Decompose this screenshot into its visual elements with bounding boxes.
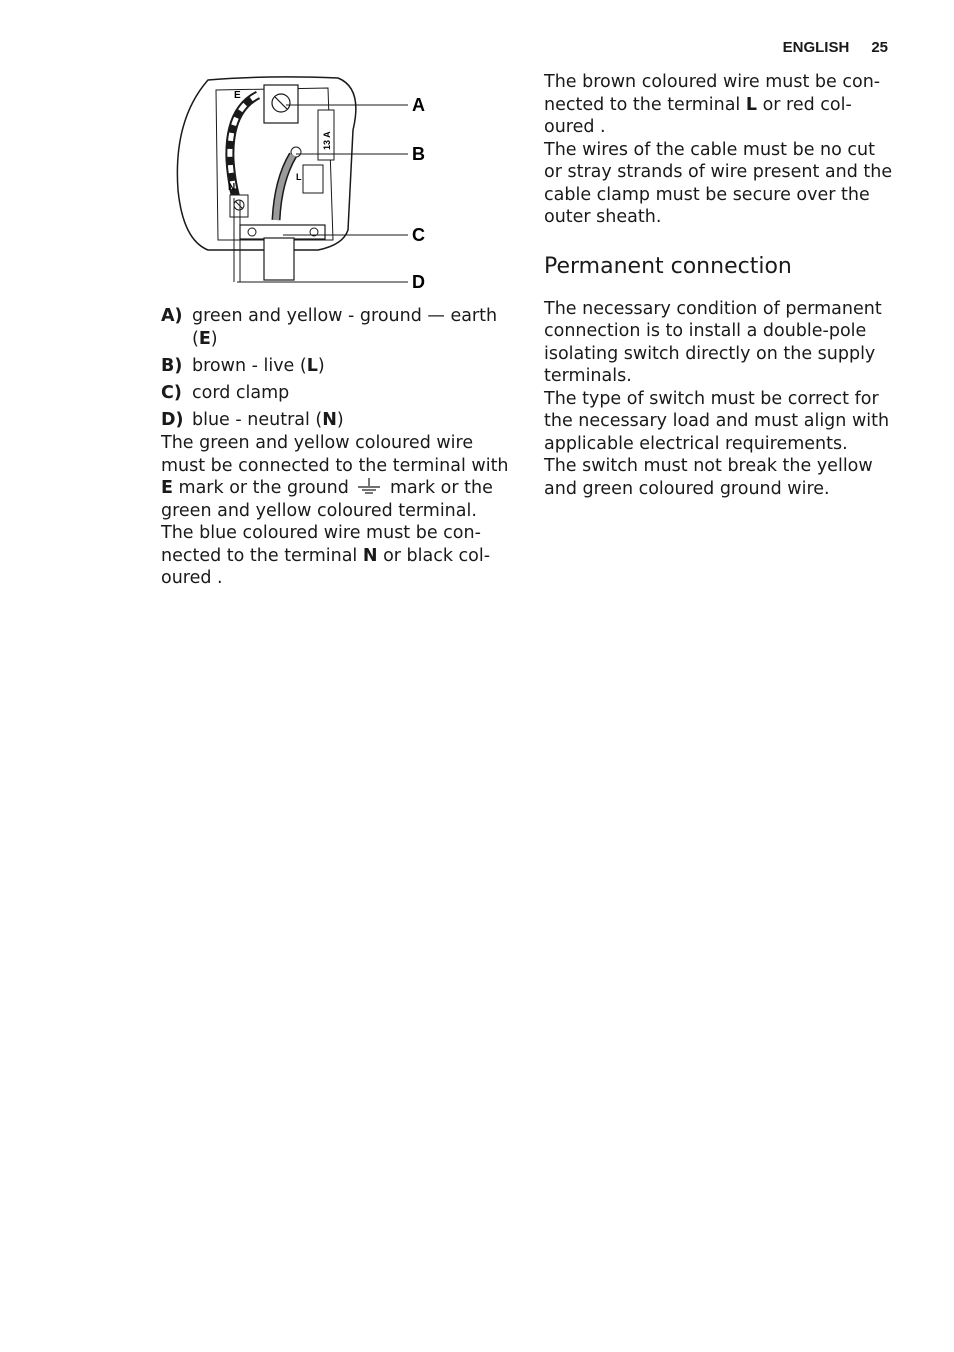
brown-wire-paragraph bbox=[544, 71, 894, 139]
text-run: The green and yellow coloured wire must be connected to the terminal with bbox=[161, 433, 509, 476]
language-label: ENGLISH bbox=[782, 39, 850, 56]
legend-key: B) bbox=[161, 356, 183, 376]
legend-text: cord clamp bbox=[192, 383, 290, 403]
callout-d: D bbox=[412, 272, 425, 292]
right-column bbox=[544, 71, 894, 500]
legend-text-after: ) bbox=[336, 410, 344, 430]
legend-bold: L bbox=[306, 356, 318, 376]
page-header bbox=[783, 39, 888, 56]
legend-text-after: ) bbox=[317, 356, 325, 376]
bold-run: N bbox=[362, 545, 378, 566]
legend-item-b bbox=[161, 355, 511, 378]
text-run: The blue coloured wire must be con-nected to the terminal bbox=[161, 523, 481, 566]
section-title: Permanent connection bbox=[544, 253, 792, 279]
section-paragraph: The type of switch must be correct for the necessary load and must align with applicable electrical requirements. bbox=[544, 388, 890, 454]
callout-b: B bbox=[412, 144, 425, 164]
fuse-label: 13 A bbox=[322, 131, 332, 150]
legend-item-a bbox=[161, 305, 511, 351]
text-run: The brown coloured wire must be con-nected to the terminal bbox=[544, 72, 881, 115]
plug-illustration bbox=[168, 70, 438, 295]
section-paragraph: The switch must not break the yellow and green coloured ground wire. bbox=[544, 456, 873, 499]
blue-wire-paragraph bbox=[161, 522, 511, 590]
legend-key: D) bbox=[161, 410, 184, 430]
neutral-terminal-label: N bbox=[228, 182, 236, 193]
legend-key: A) bbox=[161, 306, 183, 326]
bold-run: L bbox=[745, 94, 758, 115]
text-run: mark or the ground bbox=[172, 478, 355, 498]
page-number: 25 bbox=[871, 39, 888, 56]
cable-paragraph: The wires of the cable must be no cut or stray strands of wire present and the cable clamp must be secure over the outer sheath. bbox=[544, 139, 893, 227]
legend-text: brown - live ( bbox=[192, 356, 307, 376]
ground-symbol-icon bbox=[356, 478, 382, 496]
callout-a: A bbox=[412, 95, 425, 115]
legend-item-c bbox=[161, 382, 511, 405]
legend-text: green and yellow - ground — earth ( bbox=[192, 306, 498, 349]
legend-text: blue - neutral ( bbox=[192, 410, 323, 430]
text-run: or red col-oured . bbox=[544, 94, 852, 137]
legend-text-after: ) bbox=[210, 329, 218, 349]
text-run: or black col-oured . bbox=[161, 545, 491, 588]
legend-key: C) bbox=[161, 383, 182, 403]
left-column bbox=[161, 305, 511, 590]
green-yellow-wire-paragraph bbox=[161, 432, 511, 522]
legend-item-d bbox=[161, 409, 511, 432]
bold-run: E bbox=[161, 478, 173, 498]
live-terminal-label: L bbox=[296, 172, 302, 182]
callout-c: C bbox=[412, 225, 425, 245]
earth-terminal-label: E bbox=[234, 90, 241, 101]
section-paragraph: The necessary condition of permanent connection is to install a double-pole isolating switch directly on the supply terminals. bbox=[544, 298, 882, 386]
legend-bold: N bbox=[322, 410, 337, 430]
text-run: mark or the green and yellow coloured terminal. bbox=[161, 478, 493, 521]
plug-wiring-diagram bbox=[168, 70, 438, 295]
legend-bold: E bbox=[198, 329, 211, 349]
